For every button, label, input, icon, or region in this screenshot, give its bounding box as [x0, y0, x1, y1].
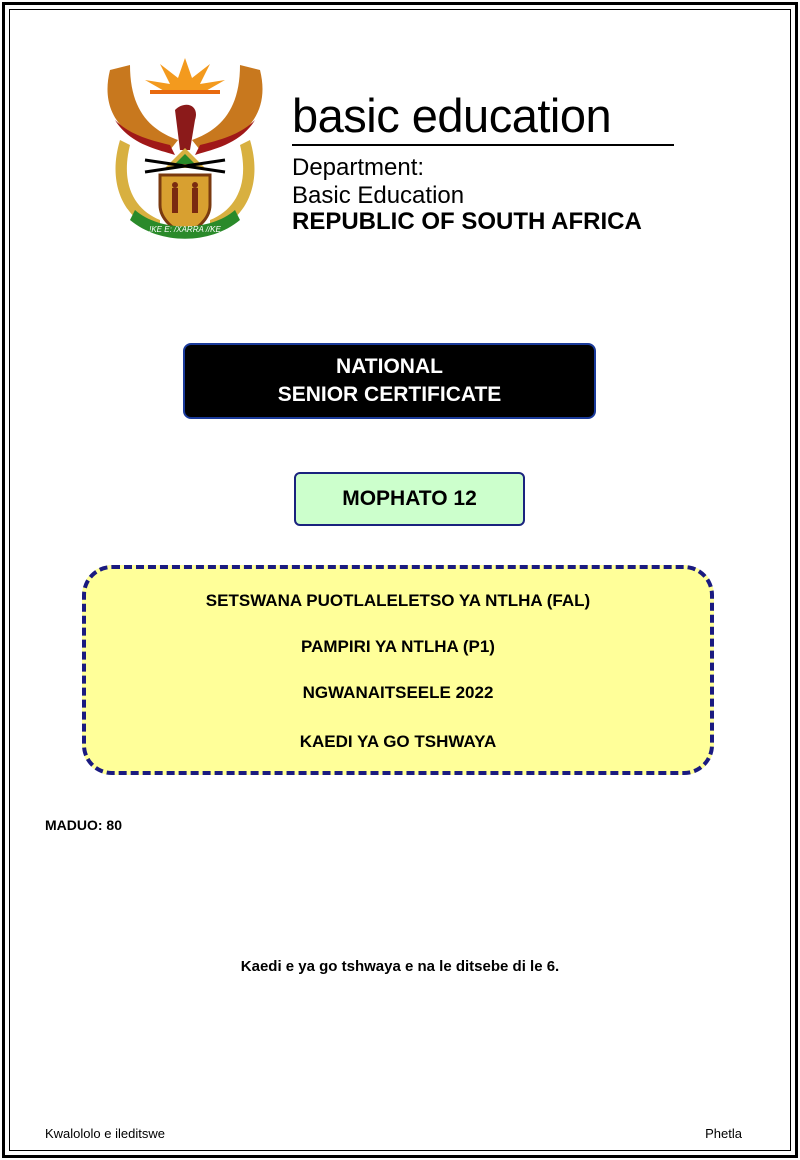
exam-session: NGWANAITSEELE 2022	[302, 683, 494, 702]
subject-title: SETSWANA PUOTLALELETSO YA NTLHA (FAL)	[205, 591, 591, 610]
certificate-line1: NATIONAL	[336, 355, 443, 378]
logo-motto: !KE E: /XARRA //KE	[149, 225, 221, 234]
department-label: Department:	[292, 154, 425, 181]
department-name	[292, 154, 464, 210]
total-marks: MADUO: 80	[45, 817, 123, 833]
grade-box: MOPHATO 12	[294, 472, 525, 526]
certificate-line2: SENIOR CERTIFICATE	[277, 383, 502, 406]
brand-name: basic education	[292, 89, 612, 142]
paper-info-box	[82, 565, 714, 775]
department-value: Basic Education	[292, 182, 465, 209]
document-type: KAEDI YA GO TSHWAYA	[299, 732, 497, 751]
brand-underline	[292, 144, 674, 146]
sun-icon	[145, 58, 225, 94]
paper-number: PAMPIRI YA NTLHA (P1)	[301, 637, 495, 656]
coat-of-arms-logo	[100, 50, 270, 250]
footer-turn-over: Phetla	[705, 1126, 742, 1141]
page-count-note: Kaedi e ya go tshwaya e na le ditsebe di le 6.	[240, 958, 560, 975]
footer-copyright: Kwalololo e ileditswe	[45, 1126, 165, 1141]
country-name: REPUBLIC OF SOUTH AFRICA	[292, 208, 642, 235]
certificate-title-box	[183, 343, 596, 419]
